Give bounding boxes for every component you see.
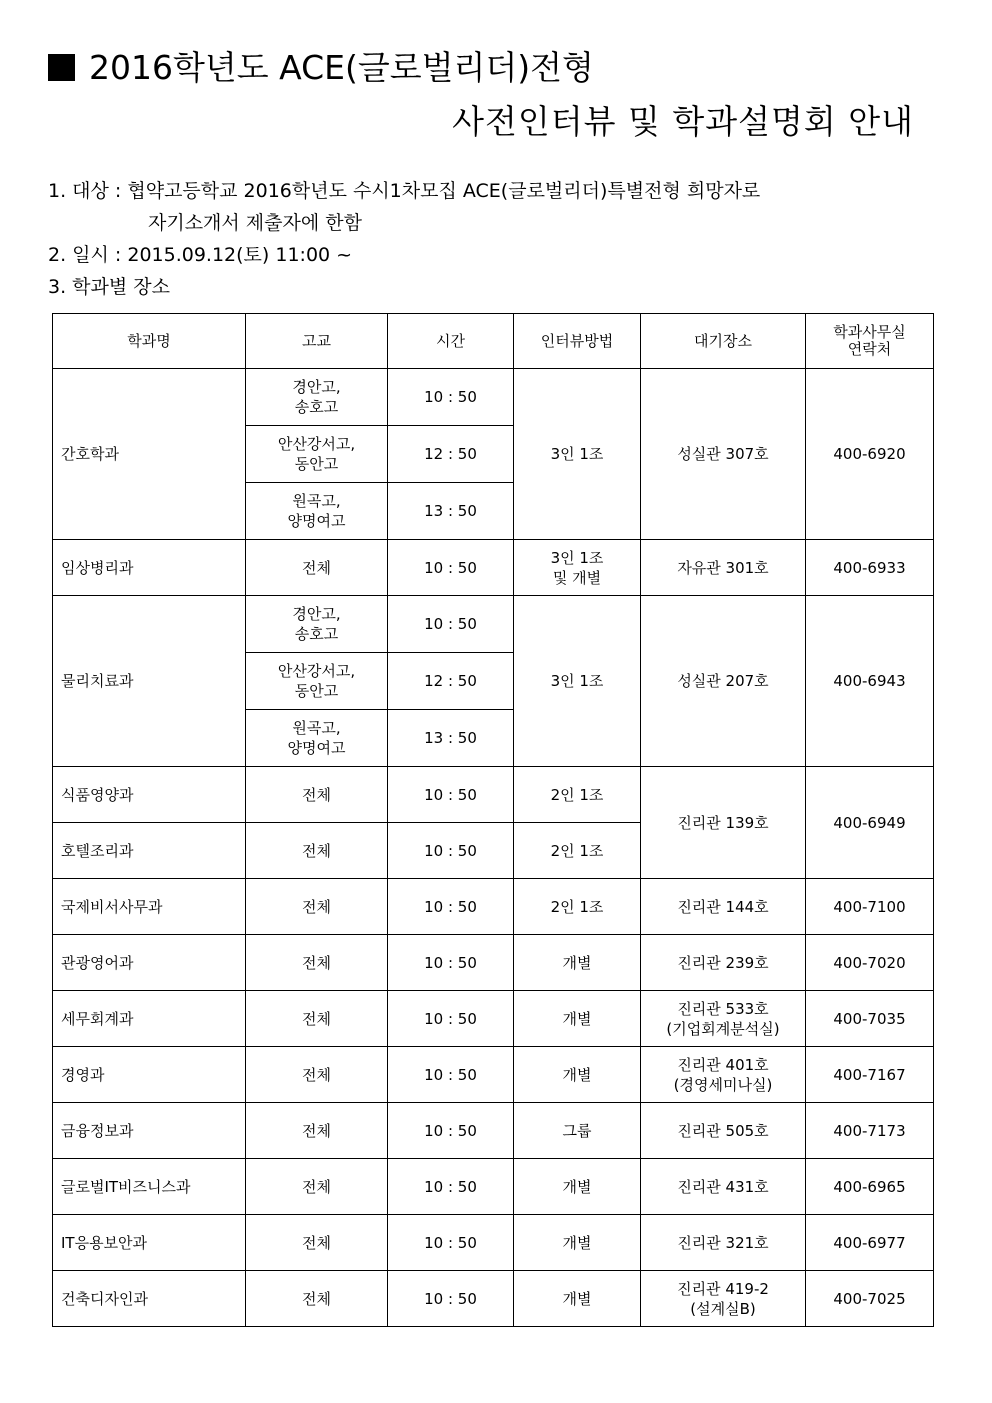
dept-cell: 국제비서사무과 [53,879,246,935]
dept-cell: 호텔조리과 [53,823,246,879]
method-cell: 2인 1조 [514,767,641,823]
phone-cell: 400-7173 [806,1103,934,1159]
document-title-line1 [48,42,594,89]
target-line-continued: 자기소개서 제출자에 한함 [148,212,362,234]
table-row [53,1159,934,1215]
dept-cell: 금융정보과 [53,1103,246,1159]
header-school: 고교 [246,314,388,369]
time-cell: 13 : 50 [388,483,514,540]
method-cell: 개별 [514,1047,641,1103]
room-cell: 진리관 144호 [641,879,806,935]
room-cell: 진리관 139호 [641,767,806,879]
table-row [53,1271,934,1327]
phone-cell: 400-6933 [806,540,934,596]
time-cell: 10 : 50 [388,1159,514,1215]
time-cell: 12 : 50 [388,426,514,483]
dept-cell: 식품영양과 [53,767,246,823]
time-cell: 10 : 50 [388,991,514,1047]
time-cell: 10 : 50 [388,369,514,426]
header-waiting-room: 대기장소 [641,314,806,369]
method-cell: 3인 1조 [514,596,641,767]
title-text: 2016학년도 ACE(글로벌리더)전형 [89,48,594,87]
school-cell: 전체 [246,1271,388,1327]
phone-cell: 400-6943 [806,596,934,767]
school-cell: 전체 [246,540,388,596]
time-cell: 10 : 50 [388,1215,514,1271]
school-cell: 경안고, 송호고 [246,596,388,653]
method-cell: 2인 1조 [514,823,641,879]
table-row [53,767,934,823]
school-cell: 전체 [246,767,388,823]
room-cell: 진리관 533호 (기업회계분석실) [641,991,806,1047]
room-cell: 진리관 505호 [641,1103,806,1159]
method-cell: 개별 [514,1159,641,1215]
room-cell: 진리관 239호 [641,935,806,991]
table-row [53,1215,934,1271]
school-cell: 안산강서고, 동안고 [246,426,388,483]
dept-cell: 물리치료과 [53,596,246,767]
room-cell: 진리관 401호 (경영세미나실) [641,1047,806,1103]
time-cell: 10 : 50 [388,1103,514,1159]
school-cell: 안산강서고, 동안고 [246,653,388,710]
table-header-row [53,314,934,369]
school-cell: 전체 [246,935,388,991]
phone-cell: 400-6949 [806,767,934,879]
dept-cell: 경영과 [53,1047,246,1103]
time-cell: 10 : 50 [388,1047,514,1103]
dept-cell: 글로벌IT비즈니스과 [53,1159,246,1215]
header-dept: 학과명 [53,314,246,369]
phone-cell: 400-7020 [806,935,934,991]
method-cell: 3인 1조 [514,369,641,540]
room-cell: 진리관 419-2 (설계실B) [641,1271,806,1327]
date-line: 2. 일시 : 2015.09.12(토) 11:00 ~ [48,244,353,266]
phone-cell: 400-7035 [806,991,934,1047]
black-square-bullet-icon [48,54,75,81]
phone-cell: 400-6920 [806,369,934,540]
method-cell: 그룹 [514,1103,641,1159]
school-cell: 전체 [246,823,388,879]
room-cell: 진리관 321호 [641,1215,806,1271]
time-cell: 10 : 50 [388,1271,514,1327]
school-cell: 경안고, 송호고 [246,369,388,426]
time-cell: 10 : 50 [388,935,514,991]
dept-cell: 임상병리과 [53,540,246,596]
table-row [53,991,934,1047]
method-cell: 개별 [514,1271,641,1327]
time-cell: 10 : 50 [388,596,514,653]
room-cell: 성실관 207호 [641,596,806,767]
time-cell: 12 : 50 [388,653,514,710]
school-cell: 원곡고, 양명여고 [246,483,388,540]
method-cell: 개별 [514,1215,641,1271]
dept-cell: 간호학과 [53,369,246,540]
phone-cell: 400-7100 [806,879,934,935]
phone-cell: 400-7025 [806,1271,934,1327]
header-method: 인터뷰방법 [514,314,641,369]
table-row [53,369,934,426]
school-cell: 전체 [246,1215,388,1271]
dept-cell: IT응용보안과 [53,1215,246,1271]
schedule-table [52,313,934,1327]
time-cell: 10 : 50 [388,879,514,935]
time-cell: 10 : 50 [388,823,514,879]
school-cell: 전체 [246,1103,388,1159]
target-line: 1. 대상 : 협약고등학교 2016학년도 수시1차모집 ACE(글로벌리더)특별전형 희망자로 [48,180,761,202]
school-cell: 원곡고, 양명여고 [246,710,388,767]
phone-cell: 400-7167 [806,1047,934,1103]
room-cell: 자유관 301호 [641,540,806,596]
table-row [53,879,934,935]
table-row [53,935,934,991]
header-phone: 학과사무실 연락처 [806,314,934,369]
method-cell: 2인 1조 [514,879,641,935]
header-time: 시간 [388,314,514,369]
dept-cell: 관광영어과 [53,935,246,991]
time-cell: 10 : 50 [388,540,514,596]
phone-cell: 400-6977 [806,1215,934,1271]
time-cell: 10 : 50 [388,767,514,823]
table-row [53,1047,934,1103]
table-row [53,1103,934,1159]
room-cell: 진리관 431호 [641,1159,806,1215]
document-title-line2: 사전인터뷰 및 학과설명회 안내 [452,102,914,141]
school-cell: 전체 [246,1047,388,1103]
school-cell: 전체 [246,991,388,1047]
room-cell: 성실관 307호 [641,369,806,540]
venue-heading: 3. 학과별 장소 [48,276,170,298]
phone-cell: 400-6965 [806,1159,934,1215]
dept-cell: 건축디자인과 [53,1271,246,1327]
time-cell: 13 : 50 [388,710,514,767]
school-cell: 전체 [246,1159,388,1215]
school-cell: 전체 [246,879,388,935]
method-cell: 개별 [514,991,641,1047]
method-cell: 3인 1조 및 개별 [514,540,641,596]
table-row [53,596,934,653]
method-cell: 개별 [514,935,641,991]
table-row [53,540,934,596]
dept-cell: 세무회계과 [53,991,246,1047]
